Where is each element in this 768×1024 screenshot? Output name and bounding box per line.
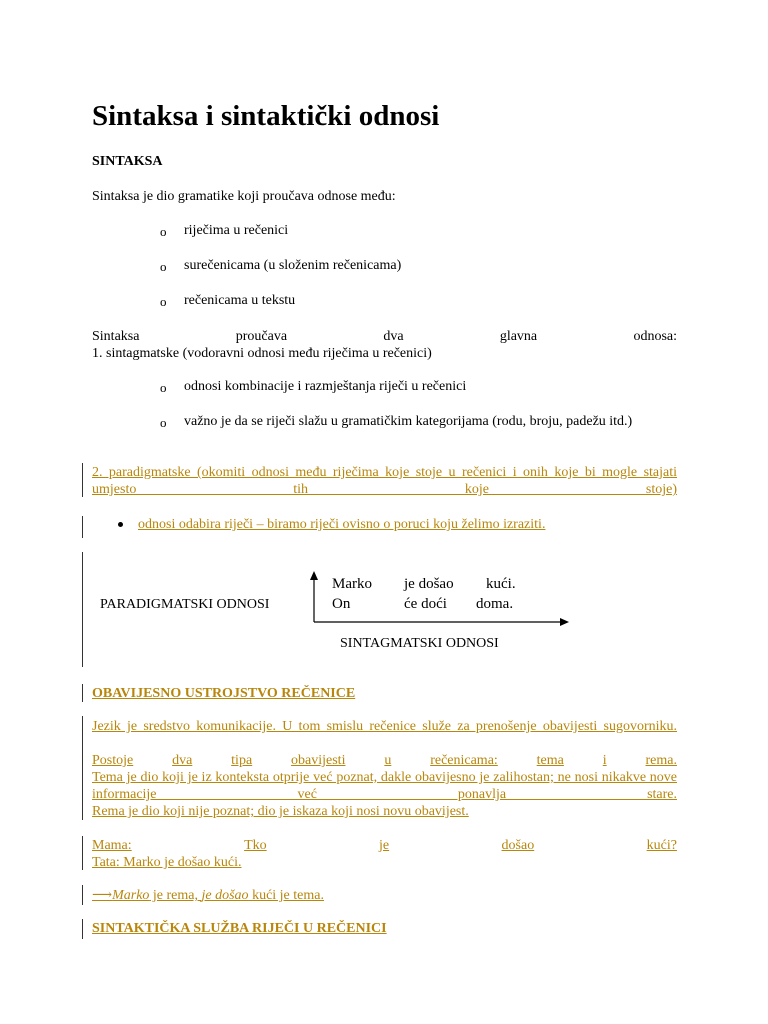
odnosi-odabira-text: odnosi odabira riječi – biramo riječi ovisno o poruci koju želimo izraziti. xyxy=(138,517,546,532)
list-marker: o xyxy=(160,380,167,395)
vertical-arrowhead xyxy=(310,571,318,580)
rema-text: Rema je dio koji nije poznat; dio je iskaza koji nosi novu obavijest. xyxy=(92,804,469,819)
list-item: surečenicama (u složenim rečenicama) xyxy=(184,258,402,273)
revision-bar xyxy=(82,552,83,667)
dialog-mama: Mama: Tko je došao kući? xyxy=(92,838,677,853)
revision-bar xyxy=(82,919,83,939)
row1-word: je došao xyxy=(404,576,454,592)
revision-bar xyxy=(82,716,83,820)
list-item: rečenicama u tekstu xyxy=(184,293,296,308)
studies-line: Sintaksa proučava dva glavna odnosa: xyxy=(92,329,677,344)
row1-word: Marko xyxy=(332,576,372,592)
horizontal-arrowhead xyxy=(560,618,569,626)
tema-rema-example: ⟶Marko je rema, je došao kući je tema. xyxy=(92,888,324,903)
syntax-diagram xyxy=(92,560,582,660)
list-item: riječima u rečenici xyxy=(184,223,289,238)
syntagm-label: SINTAGMATSKI ODNOSI xyxy=(340,636,499,651)
tema-text: Tema je dio koji je iz konteksta otprije već poznat, dakle obavijesno je zalihostan; ne nosi nikakve nove informacije već ponavlja stare. xyxy=(92,770,677,802)
list-marker: o xyxy=(160,224,167,239)
revision-bar xyxy=(82,836,83,870)
obavijesno-p1: Jezik je sredstvo komunikacije. U tom smislu rečenice služe za prenošenje obavijesti sugovorniku. xyxy=(92,719,677,734)
revision-bar xyxy=(82,463,83,497)
obavijesno-line: Postoje dva tipa obavijesti u rečenicama: tema i rema. xyxy=(92,753,677,768)
heading-sluzba: SINTAKTIČKA SLUŽBA RIJEČI U REČENICI xyxy=(92,921,387,936)
page-title: Sintaksa i sintaktički odnosi xyxy=(92,100,440,132)
list-marker: o xyxy=(160,294,167,309)
heading-obavijesno: OBAVIJESNO USTROJSTVO REČENICE xyxy=(92,686,356,701)
row1-word: kući. xyxy=(486,576,516,592)
list-marker: o xyxy=(160,415,167,430)
list-item: važno je da se riječi slažu u gramatičkim kategorijama (rodu, broju, padežu itd.) xyxy=(184,414,633,429)
revision-bar xyxy=(82,885,83,905)
row2-word: On xyxy=(332,596,351,612)
arrow-icon: ⟶ xyxy=(92,888,113,903)
row2-word: doma. xyxy=(476,596,514,612)
paradigm-label: PARADIGMATSKI ODNOSI xyxy=(100,597,270,612)
bullet-dot xyxy=(118,522,123,527)
list-item: odnosi kombinacije i razmještanja riječi u rečenici xyxy=(184,379,467,394)
row2-word: će doći xyxy=(404,596,447,612)
paradigmatske-text: 2. paradigmatske (okomiti odnosi među riječima koje stoje u rečenici i onih koje bi mogle stajati umjesto tih koje stoje) xyxy=(92,465,677,497)
dialog-tata: Tata: Marko je došao kući. xyxy=(92,855,242,870)
sintagmatske-text: 1. sintagmatske (vodoravni odnosi među riječima u rečenici) xyxy=(92,346,432,361)
revision-bar xyxy=(82,684,83,702)
intro-text: Sintaksa je dio gramatike koji proučava odnose među: xyxy=(92,189,396,204)
revision-bar xyxy=(82,516,83,538)
heading-sintaksa: SINTAKSA xyxy=(92,154,163,169)
list-marker: o xyxy=(160,259,167,274)
